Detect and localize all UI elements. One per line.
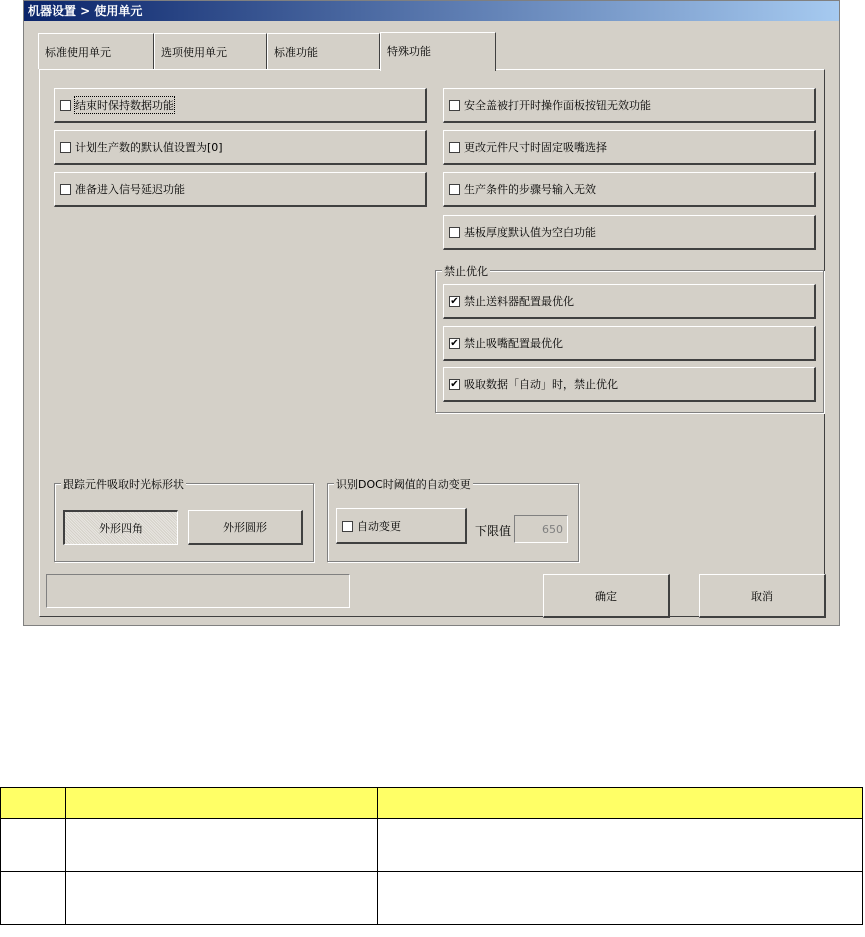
tab-label: 标准使用单元 [45,46,111,59]
table-header-cell [1,788,66,819]
option-label: 自动变更 [357,519,401,533]
tab-label: 标准功能 [274,46,318,59]
disable-auto-pick-optimization[interactable] [443,367,816,402]
table-header-cell [378,788,863,819]
button-label: 确定 [595,589,617,603]
group-title: 跟踪元件吸取时光标形状 [63,478,184,491]
table-header-cell [66,788,378,819]
option-label: 安全盖被打开时操作面板按钮无效功能 [464,99,651,112]
plan-count-default-option[interactable] [54,130,427,165]
disable-feeder-optimization[interactable] [443,284,816,319]
tab-label: 选项使用单元 [161,46,227,59]
checkbox[interactable] [449,100,460,111]
safety-cover-option[interactable] [443,88,816,123]
table-cell [66,819,378,872]
shape-corners-button[interactable] [63,510,178,545]
lower-limit-input[interactable]: 650 [514,515,568,543]
tab-special-functions[interactable] [380,32,496,71]
checkbox[interactable] [342,521,353,532]
checkbox[interactable]: ✔ [450,379,459,390]
disable-nozzle-optimization[interactable] [443,326,816,361]
checkbox[interactable] [60,100,71,111]
tab-option-units[interactable] [154,33,267,69]
auto-change-option[interactable] [336,508,467,544]
fixed-nozzle-option[interactable] [443,130,816,165]
button-label: 取消 [751,589,773,603]
checkbox[interactable]: ✔ [450,338,459,349]
keep-data-option[interactable] [54,88,427,123]
step-number-option[interactable] [443,172,816,207]
table-cell [1,872,66,925]
table-row [1,872,863,925]
shape-circle-button[interactable] [188,510,303,545]
board-thickness-option[interactable] [443,215,816,250]
option-label: 禁止吸嘴配置最优化 [464,337,563,350]
group-title: 识别DOC时阈值的自动变更 [336,478,471,491]
table-cell [378,872,863,925]
lower-limit-label: 下限值 [475,524,512,538]
checkbox[interactable] [60,184,71,195]
table-header-row [1,788,863,819]
option-label: 准备进入信号延迟功能 [75,183,185,196]
button-label: 外形圆形 [223,521,267,534]
option-label: 更改元件尺寸时固定吸嘴选择 [464,141,607,154]
ok-button[interactable] [543,574,670,618]
tab-standard-units[interactable] [38,33,154,69]
checkbox[interactable] [449,184,460,195]
option-label: 基板厚度默认值为空白功能 [464,226,596,239]
tab-label: 特殊功能 [387,45,431,58]
table-row [1,819,863,872]
checkbox[interactable] [449,227,460,238]
table-cell [378,819,863,872]
checkbox[interactable] [60,142,71,153]
option-label: 生产条件的步骤号输入无效 [464,183,596,196]
notes-table [0,787,863,925]
option-label: 吸取数据「自动」时，禁止优化 [464,378,618,391]
status-field [46,574,350,608]
option-label: 计划生产数的默认值设置为[0] [75,141,223,154]
cancel-button[interactable] [699,574,826,618]
ready-signal-delay-option[interactable] [54,172,427,207]
table-cell [66,872,378,925]
checkbox[interactable] [449,142,460,153]
checkbox[interactable]: ✔ [450,296,459,307]
tab-standard-functions[interactable] [267,33,380,69]
group-title: 禁止优化 [444,265,488,278]
button-label: 外形四角 [99,522,143,535]
table-cell [1,819,66,872]
option-label: 禁止送料器配置最优化 [464,295,574,308]
window-title: 机器设置 > 使用单元 [24,1,839,21]
settings-window [23,0,840,626]
option-label: 结束时保持数据功能 [75,99,174,112]
